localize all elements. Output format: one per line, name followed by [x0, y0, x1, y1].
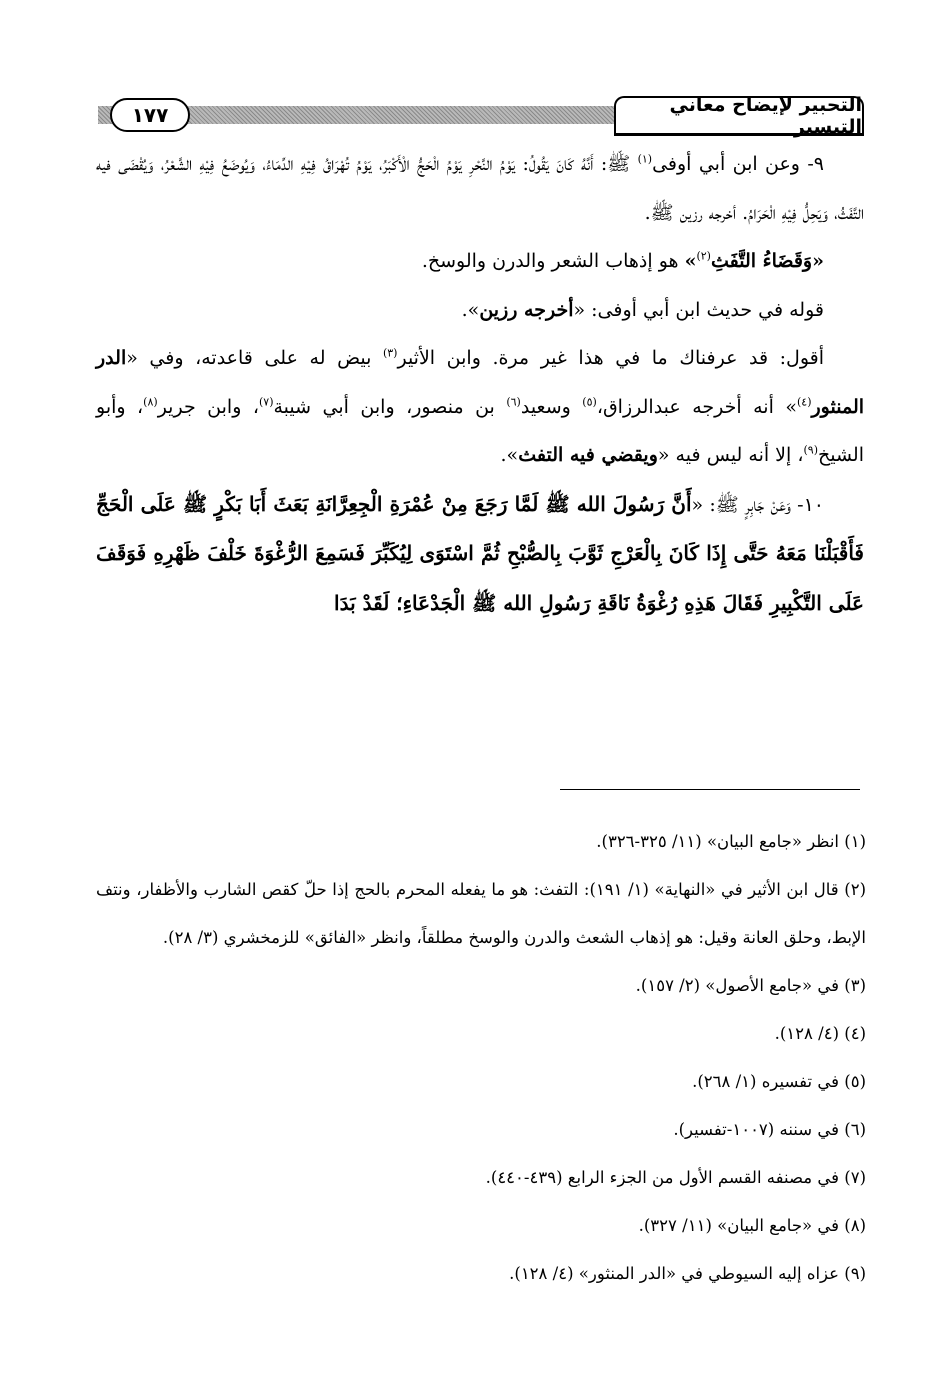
footnote-5: (٥) في تفسيره (١/ ٢٦٨). — [692, 1072, 866, 1091]
footnote-ref-7: (٧) — [258, 395, 274, 409]
footnote-ref-3: (٣) — [382, 346, 398, 360]
footnote-ref-9: (٩) — [803, 443, 818, 457]
footnote-ref-1: (١) — [637, 152, 653, 166]
footnote-separator — [560, 789, 860, 790]
footnote-1: (١) انظر «جامع البيان» (١١/ ٣٢٥-٣٢٦). — [596, 832, 866, 851]
footnote-4: (٤) (٤/ ١٢٨). — [774, 1024, 866, 1043]
main-text — [96, 140, 864, 628]
footnote-ref-2: (٢) — [696, 249, 711, 263]
footnote-2: (٢) قال ابن الأثير في «النهاية» (١/ ١٩١): التفث: هو ما يفعله المحرم بالحج إذا حلّ كقص الشارب والأظفار، ونتف الإبط، وحلق العانة وقيل: هو إذهاب الشعث والدرن والوسخ مطلقاً، وانظر «الفائق» للزمخشري (٣/ ٢٨). — [96, 880, 866, 947]
footnote-8: (٨) في «جامع البيان» (١١/ ٣٢٧). — [638, 1216, 866, 1235]
footnote-7: (٧) في مصنفه القسم الأول من الجزء الرابع (٤٣٩-٤٤٠). — [485, 1168, 866, 1187]
footnote-9: (٩) عزاه إليه السيوطي في «الدر المنثور» (٤/ ١٢٨). — [509, 1264, 866, 1283]
comment-heading: قوله في حديث ابن أبي أوفى: «أخرجه رزين». — [461, 298, 824, 321]
hadith-10: ١٠- وَعَنْ جَابِرٍ ﷺ: «أَنَّ رَسُولَ الله ﷺ لَمَّا رَجَعَ مِنْ عُمْرَةِ الْجِعِرَّانَةِ بَعَثَ أَبَا بَكْرٍ ﷺ عَلَى الْحَجِّ فَأَقْبَلْنَا مَعَهُ حَتَّى إِذَا كَانَ بِالْعَرْجِ ثَوَّبَ بِالصُّبْحِ ثُمَّ اسْتَوَى لِيُكَبِّرَ فَسَمِعَ الرُّغْوَةَ خَلْفَ ظَهْرِهِ فَوَقَفَ عَلَى التَّكْبِيرِ فَقَالَ هَذِهِ رُغْوَةُ نَاقَةِ رَسُولِ الله ﷺ الْجَدْعَاءِ؛ لَقَدْ بَدَا — [96, 491, 864, 615]
running-title: التحبير لإيضاح معاني التيسير — [614, 96, 864, 136]
footnotes — [96, 818, 866, 1298]
explanation-tafath: «وَقَضَاءُ التَّفَثِ$^{(٢)}$» هو إذهاب الشعر والدرن والوسخ. — [421, 249, 824, 272]
footnote-6: (٦) في سننه (١٠٠٧-تفسير). — [673, 1120, 866, 1139]
footnote-3: (٣) في «جامع الأصول» (٢/ ١٥٧). — [635, 976, 866, 995]
page-header — [98, 93, 864, 138]
hadith-9: ٩- وعن ابن أبي أوفى$^{(١)}$ ﷺ: أَنَّهُ كَانَ يَقُولُ: يَوْمُ النَّحْرِ يَوْمُ الْحَجُّ الْأَكْبَرُ، يَوْمُ تُهْرَاقُ فِيْهِ الدِّمَاءُ، وَيُوضَعُ فِيْهِ الشَّعْرُ، وَيُقْضَى فيه التَّفَثُ، وَيَحِلُّ فِيْهِ الْحَرَامُ. أخرجه رزين ﷺ. — [96, 152, 864, 224]
footnote-ref-6: (٦) — [506, 395, 521, 409]
footnote-ref-5: (٥) — [582, 395, 597, 409]
footnote-ref-4: (٤) — [796, 395, 812, 409]
page-number: ١٧٧ — [110, 98, 190, 132]
footnote-ref-8: (٨) — [143, 395, 158, 409]
commentary-paragraph: أقول: قد عرفناك ما في هذا غير مرة. وابن الأثير$^{(٣)}$ بيض له على قاعدته، وفي «الدر المنثور$^{(٤)}$» أنه أخرجه عبدالرزاق،$^{(٥)}$ وسعيد$^{(٦)}$ بن منصور، وابن أبي شيبة$^{(٧)}$، وابن جرير$^{(٨)}$، وأبو الشيخ$^{(٩)}$، إلا أنه ليس فيه «ويقضي فيه التفث». — [96, 346, 865, 466]
